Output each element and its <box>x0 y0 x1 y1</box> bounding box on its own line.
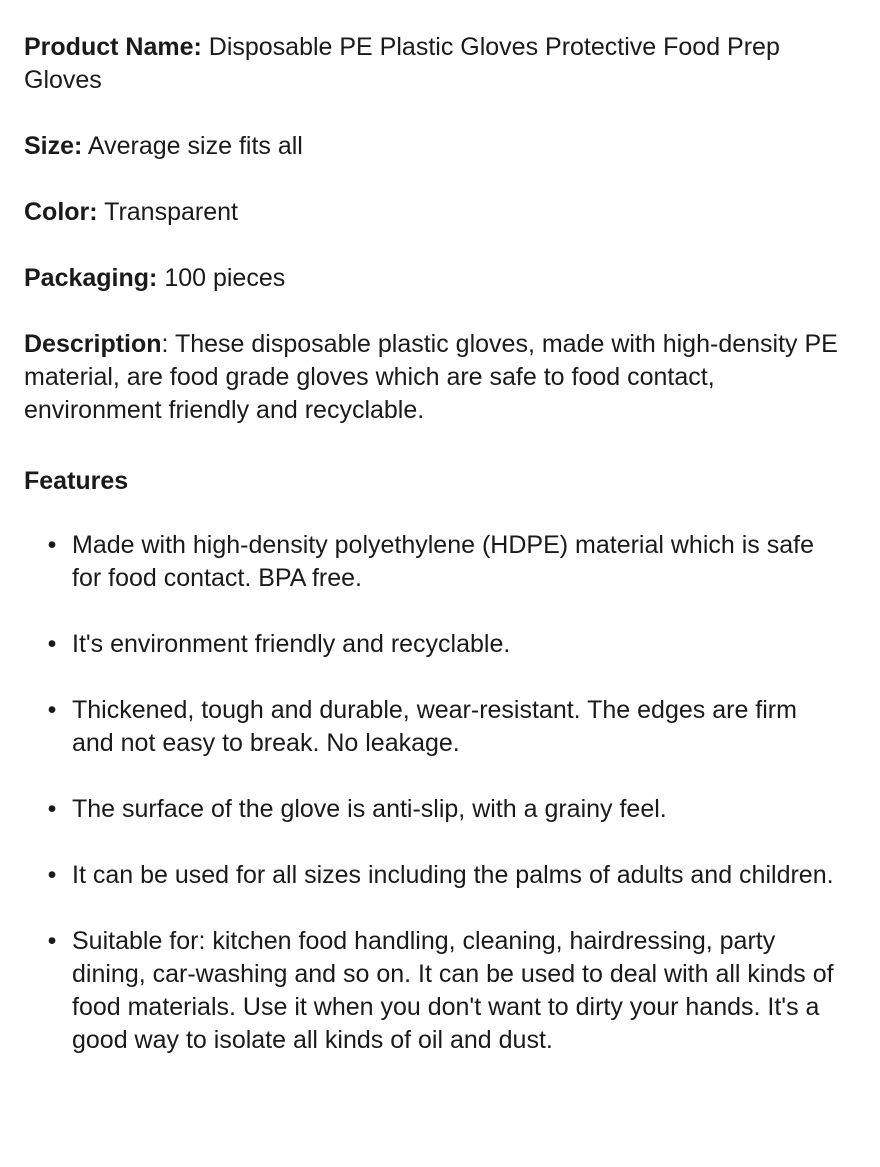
features-list <box>24 529 840 1057</box>
field-value: : These disposable plastic gloves, made with high-density PE material, are food grade gloves which are safe to food contact, environment friendly and recyclable. <box>24 330 838 424</box>
field-label: Color: <box>24 198 98 226</box>
list-item <box>47 859 840 892</box>
bullet-icon: • <box>47 927 57 955</box>
bullet-icon: • <box>47 630 57 658</box>
bullet-icon: • <box>47 861 57 889</box>
list-item-text: It can be used for all sizes including the palms of adults and children. <box>72 861 834 889</box>
bullet-icon: • <box>47 531 57 559</box>
field-value: Disposable PE Plastic Gloves Protective Food Prep Gloves <box>24 33 780 94</box>
list-item-text: Suitable for: kitchen food handling, cleaning, hairdressing, party dining, car-washing and so on. It can be used to deal with all kinds of food materials. Use it when you don't want to dirty your hands. It's a good way to isolate all kinds of oil and dust. <box>72 927 834 1054</box>
list-item <box>47 529 840 595</box>
field-packaging <box>24 262 840 295</box>
list-item <box>47 628 840 661</box>
list-item-text: The surface of the glove is anti-slip, with a grainy feel. <box>72 795 667 823</box>
field-label: Packaging: <box>24 264 158 292</box>
bullet-icon: • <box>47 795 57 823</box>
field-value: Average size fits all <box>82 132 303 160</box>
field-size <box>24 130 840 163</box>
features-heading: Features <box>24 467 129 495</box>
list-item <box>47 694 840 760</box>
field-label: Description <box>24 330 162 358</box>
list-item-text: Made with high-density polyethylene (HDPE) material which is safe for food contact. BPA free. <box>72 531 814 592</box>
list-item-text: It's environment friendly and recyclable. <box>72 630 511 658</box>
list-item <box>47 793 840 826</box>
field-label: Product Name: <box>24 33 202 61</box>
list-item <box>47 925 840 1057</box>
field-value: Transparent <box>97 198 238 226</box>
field-product-name <box>24 31 840 97</box>
list-item-text: Thickened, tough and durable, wear-resistant. The edges are firm and not easy to break. No leakage. <box>72 696 797 757</box>
field-value: 100 pieces <box>157 264 286 292</box>
field-color <box>24 196 840 229</box>
bullet-icon: • <box>47 696 57 724</box>
field-label: Size: <box>24 132 83 160</box>
field-description <box>24 328 840 427</box>
